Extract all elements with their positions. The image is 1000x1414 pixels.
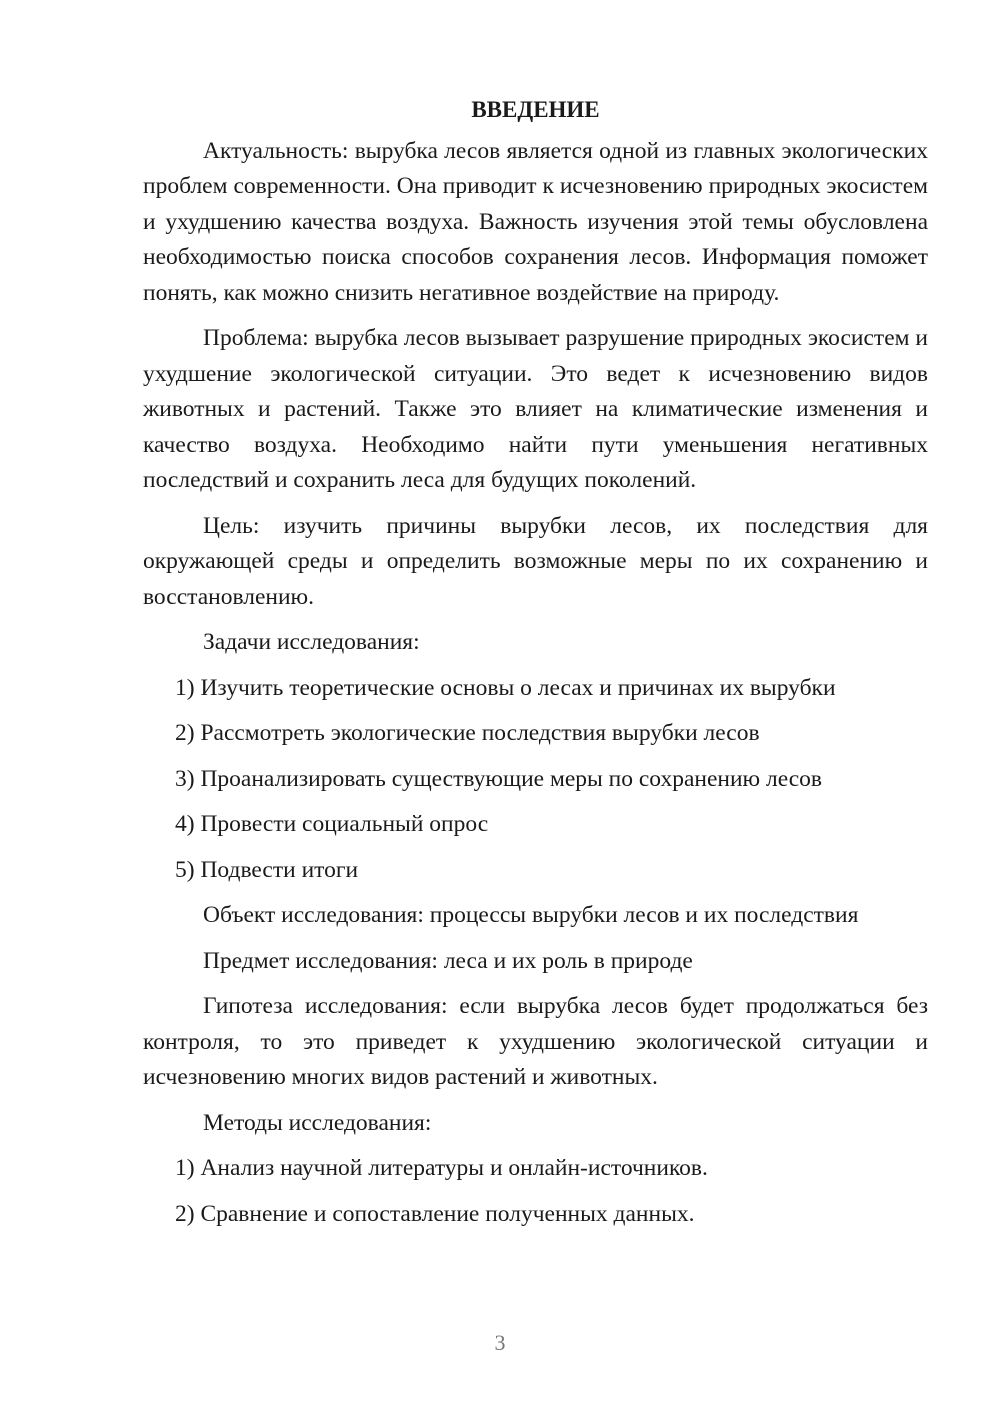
method-item-1: 1) Анализ научной литературы и онлайн-источников. xyxy=(175,1155,708,1181)
page-title: ВВЕДЕНИЕ xyxy=(471,97,600,122)
research-subject: Предмет исследования: леса и их роль в природе xyxy=(203,947,693,974)
task-item-2: 2) Рассмотреть экологические последствия вырубки лесов xyxy=(175,720,760,746)
research-hypothesis: Гипотеза исследования: если вырубка лесов будет продолжаться без контроля, то это приведет к ухудшению экологической ситуации и исчезновению многих видов растений и животных. xyxy=(143,993,928,1090)
task-item-5: 5) Подвести итоги xyxy=(175,856,359,883)
method-item-2: 2) Сравнение и сопоставление полученных данных. xyxy=(175,1200,695,1227)
paragraph-goal: Цель: изучить причины вырубки лесов, их последствия для окружающей среды и определить возможные меры по их сохранению и восстановлению. xyxy=(143,512,928,610)
research-object: Объект исследования: процессы вырубки лесов и их последствия xyxy=(203,902,859,928)
page-content xyxy=(143,92,928,1242)
paragraph-problem: Проблема: вырубка лесов вызывает разрушение природных экосистем и ухудшение экологической ситуации. Это ведет к исчезновению видов животных и растений. Также это влияет на климатические изменения и качество воздуха. Необходимо найти пути уменьшения негативных последствий и сохранить леса для будущих поколений. xyxy=(143,325,928,493)
page-number: 3 xyxy=(494,1330,506,1355)
task-item-3: 3) Проанализировать существующие меры по сохранению лесов xyxy=(175,765,823,792)
task-item-4: 4) Провести социальный опрос xyxy=(175,811,489,837)
task-item-1: 1) Изучить теоретические основы о лесах и причинах их вырубки xyxy=(175,674,836,701)
paragraph-relevance: Актуальность: вырубка лесов является одной из главных экологических проблем современности. Она приводит к исчезновению природных экосистем и ухудшению качества воздуха. Важность изучения этой темы обусловлена необходимостью поиска способов сохранения лесов. Информация поможет понять, как можно снизить негативное воздействие на природу. xyxy=(143,137,928,306)
tasks-heading: Задачи исследования: xyxy=(203,629,420,655)
methods-heading: Методы исследования: xyxy=(203,1109,432,1136)
